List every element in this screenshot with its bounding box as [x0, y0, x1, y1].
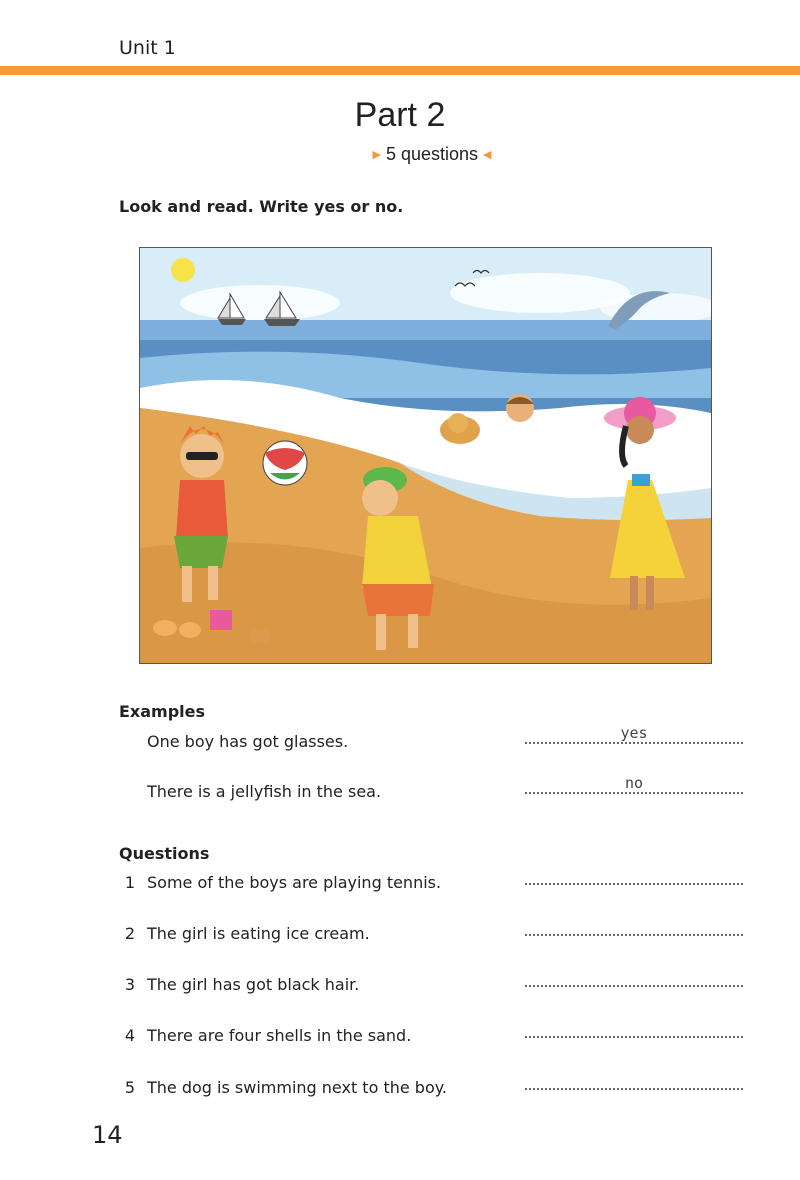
answer-line[interactable]	[525, 1036, 743, 1038]
examples-heading: Examples	[119, 702, 206, 721]
example-text: One boy has got glasses.	[147, 732, 349, 751]
part-title: Part 2	[354, 96, 446, 134]
header-rule	[0, 66, 800, 75]
instruction: Look and read. Write yes or no.	[119, 197, 404, 216]
part-subtitle	[0, 144, 800, 165]
answer-line[interactable]	[525, 985, 743, 987]
question-row	[119, 924, 749, 952]
answer-line[interactable]	[525, 883, 743, 885]
triangle-left-icon: ◀	[483, 149, 492, 161]
question-row	[119, 975, 749, 1003]
question-row	[119, 1026, 749, 1054]
questions-heading: Questions	[119, 844, 210, 863]
answer-line[interactable]	[525, 1088, 743, 1090]
answer-line	[525, 742, 743, 744]
question-number: 3	[124, 975, 135, 994]
answer-line	[525, 792, 743, 794]
beach-illustration	[139, 247, 712, 664]
question-text: The girl has got black hair.	[147, 975, 360, 994]
question-number: 5	[124, 1078, 135, 1097]
example-row	[119, 724, 749, 760]
example-answer: yes	[620, 724, 648, 742]
answer-line[interactable]	[525, 934, 743, 936]
triangle-right-icon: ▶	[372, 149, 381, 161]
question-row	[119, 873, 749, 901]
question-text: Some of the boys are playing tennis.	[147, 873, 442, 892]
subtitle-text: 5 questions	[385, 144, 479, 164]
unit-label: Unit 1	[119, 37, 176, 59]
question-text: There are four shells in the sand.	[147, 1026, 412, 1045]
example-row	[119, 774, 749, 810]
example-text: There is a jellyfish in the sea.	[147, 782, 382, 801]
page-number: 14	[92, 1121, 123, 1149]
question-number: 1	[124, 873, 135, 892]
question-number: 2	[124, 924, 135, 943]
example-answer: no	[624, 774, 644, 792]
question-row	[119, 1078, 749, 1106]
question-number: 4	[124, 1026, 135, 1045]
question-text: The dog is swimming next to the boy.	[147, 1078, 448, 1097]
question-text: The girl is eating ice cream.	[147, 924, 370, 943]
